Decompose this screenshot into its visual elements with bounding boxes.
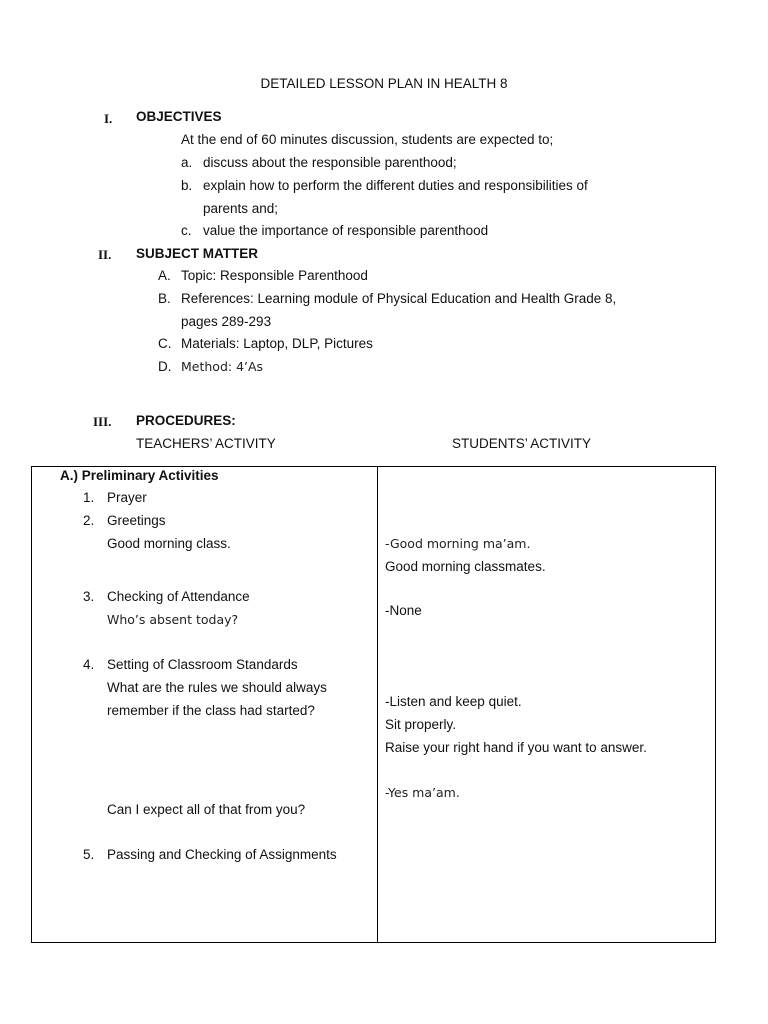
subject-text: Topic: Responsible Parenthood <box>181 268 368 283</box>
student-response: -Good morning ma’am. <box>385 536 531 551</box>
teacher-step-number: 3. <box>83 589 95 604</box>
subject-text: Method: 4’As <box>181 359 264 374</box>
teacher-step-number: 4. <box>83 657 95 672</box>
objective-text: value the importance of responsible parenthood <box>203 223 489 238</box>
subject-marker: B. <box>158 291 171 306</box>
section-numeral-procedures: III. <box>93 414 112 429</box>
student-response: Sit properly. <box>385 717 457 732</box>
objective-text-continuation: parents and; <box>203 201 279 216</box>
section-heading-objectives: OBJECTIVES <box>136 109 222 124</box>
subject-marker: A. <box>158 268 171 283</box>
subject-text: Materials: Laptop, DLP, Pictures <box>181 336 373 351</box>
objective-text: explain how to perform the different duties and responsibilities of <box>203 178 588 193</box>
teacher-step-number: 2. <box>83 513 95 528</box>
objective-marker: b. <box>181 178 193 193</box>
objective-text: discuss about the responsible parenthood; <box>203 155 457 170</box>
teachers-activity-header: TEACHERS’ ACTIVITY <box>136 436 276 451</box>
objective-marker: c. <box>181 223 192 238</box>
subject-marker: D. <box>158 359 172 374</box>
teacher-step-detail: remember if the class had started? <box>107 703 315 718</box>
section-heading-subject-matter: SUBJECT MATTER <box>136 246 259 261</box>
teacher-step-detail: Who’s absent today? <box>107 612 239 627</box>
section-heading-procedures: PROCEDURES: <box>136 413 236 428</box>
subject-marker: C. <box>158 336 172 351</box>
student-response: -Yes ma’am. <box>385 785 460 800</box>
students-activity-header: STUDENTS’ ACTIVITY <box>452 436 592 451</box>
teacher-step-label: Prayer <box>107 490 147 505</box>
activity-table-divider <box>377 466 378 943</box>
student-response: Raise your right hand if you want to answer. <box>385 740 647 755</box>
student-response: Good morning classmates. <box>385 559 546 574</box>
preliminary-activities-heading: A.) Preliminary Activities <box>60 468 219 483</box>
student-response: -None <box>385 603 422 618</box>
subject-text-continuation: pages 289-293 <box>181 314 272 329</box>
objectives-intro: At the end of 60 minutes discussion, students are expected to; <box>181 132 554 147</box>
subject-text: References: Learning module of Physical Education and Health Grade 8, <box>181 291 617 306</box>
teacher-step-number: 1. <box>83 490 95 505</box>
section-numeral-subject-matter: II. <box>98 247 112 262</box>
student-response: -Listen and keep quiet. <box>385 694 522 709</box>
teacher-step-followup: Can I expect all of that from you? <box>107 802 306 817</box>
teacher-step-number: 5. <box>83 847 95 862</box>
page-title: DETAILED LESSON PLAN IN HEALTH 8 <box>260 76 508 91</box>
teacher-step-label: Checking of Attendance <box>107 589 250 604</box>
teacher-step-label: Setting of Classroom Standards <box>107 657 298 672</box>
section-numeral-objectives: I. <box>104 111 113 126</box>
teacher-step-label: Passing and Checking of Assignments <box>107 847 337 862</box>
teacher-step-detail: What are the rules we should always <box>107 680 327 695</box>
objective-marker: a. <box>181 155 193 170</box>
teacher-step-detail: Good morning class. <box>107 536 231 551</box>
teacher-step-label: Greetings <box>107 513 166 528</box>
